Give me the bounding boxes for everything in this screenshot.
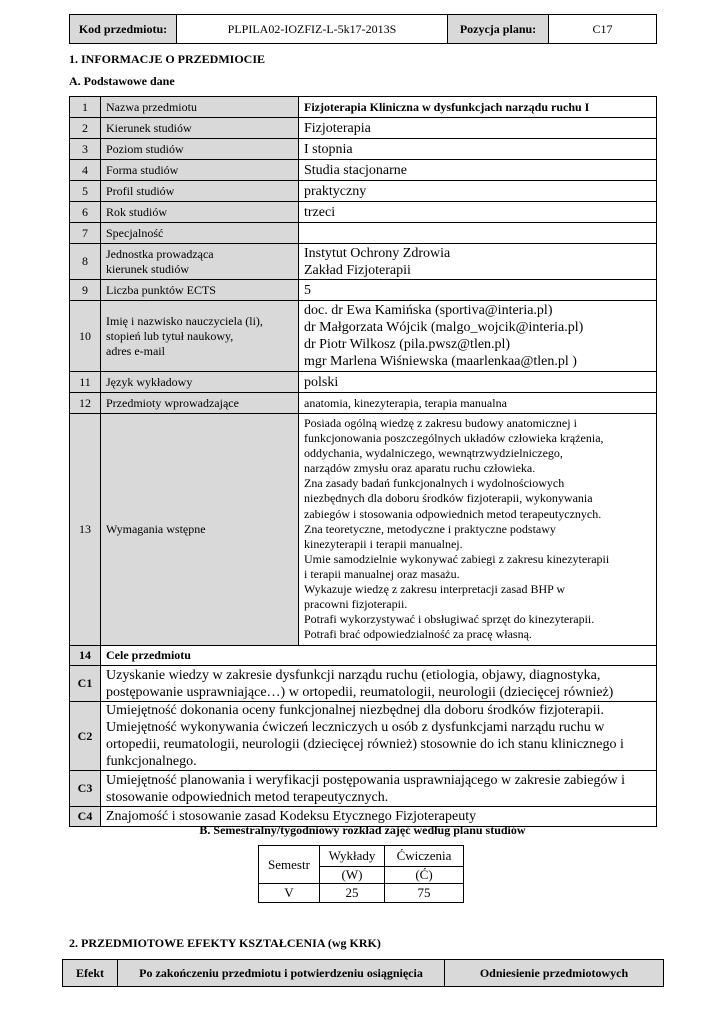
row-value xyxy=(299,223,657,244)
goal-text xyxy=(101,771,657,807)
table-header-row xyxy=(63,960,664,987)
row-value xyxy=(299,244,657,280)
row-number: 8 xyxy=(70,244,101,280)
table-row xyxy=(70,160,657,181)
prerequisite-line: pracowni fizjoterapii. xyxy=(304,597,408,612)
prerequisite-line: Wykazuje wiedzę z zakresu interpretacji zasad BHP w xyxy=(304,582,566,597)
value-line: Zakład Fizjoterapii xyxy=(304,262,411,278)
prerequisite-line: oddychania, wydalniczego, wewnątrzwydzielniczego, xyxy=(304,446,563,461)
goal-row xyxy=(70,666,657,702)
row-label: Forma studiów xyxy=(101,160,299,181)
row-number: 7 xyxy=(70,223,101,244)
row-value: Studia stacjonarne xyxy=(299,160,657,181)
goal-line: ortopedii, reumatologii, neurologii (dziecięcej również) stosownie do ich stanu klinicznego i xyxy=(106,737,624,752)
teacher-line: mgr Marlena Wiśniewska (maarlenkaa@tlen.pl ) xyxy=(304,354,577,369)
row-number: 11 xyxy=(70,372,101,393)
course-info-table xyxy=(69,96,657,827)
row-label: Język wykładowy xyxy=(101,372,299,393)
goal-line: Uzyskanie wiedzy w zakresie dysfunkcji narządu ruchu (etiologia, objawy, diagnostyka, xyxy=(106,667,601,683)
table-row xyxy=(70,97,657,118)
teachers-value xyxy=(299,301,657,372)
reference-column-header: Odniesienie przedmiotowych xyxy=(445,960,664,987)
label-line: stopień lub tytuł naukowy, xyxy=(106,328,234,343)
row-label: Nazwa przedmiotu xyxy=(101,97,299,118)
semester-column-header: Semestr xyxy=(259,846,320,884)
goal-text: Znajomość i stosowanie zasad Kodeksu Etycznego Fizjoterapeuty xyxy=(101,807,657,827)
table-row xyxy=(70,244,657,280)
table-row xyxy=(70,414,657,646)
label-line: adres e-mail xyxy=(106,343,165,358)
row-value: trzeci xyxy=(299,202,657,223)
table-row xyxy=(70,139,657,160)
table-row xyxy=(70,118,657,139)
row-label: Przedmioty wprowadzające xyxy=(101,393,299,414)
row-label: Liczba punktów ECTS xyxy=(101,280,299,301)
row-label: Wymagania wstępne xyxy=(101,414,299,646)
teacher-line: dr Małgorzata Wójcik (malgo_wojcik@interia.pl) xyxy=(304,320,584,335)
exercises-hours: 75 xyxy=(385,884,464,903)
row-number: 3 xyxy=(70,139,101,160)
row-label: Poziom studiów xyxy=(101,139,299,160)
row-label: Kierunek studiów xyxy=(101,118,299,139)
table-row xyxy=(70,372,657,393)
goal-row xyxy=(70,771,657,807)
semester-schedule-table xyxy=(258,845,464,903)
table-row xyxy=(259,884,464,903)
row-number: 9 xyxy=(70,280,101,301)
lectures-abbr: (W) xyxy=(320,867,385,884)
course-code-label: Kod przedmiotu: xyxy=(70,15,177,44)
prerequisite-line: Umie samodzielnie wykonywać zabiegi z zakresu kinezyterapii xyxy=(304,551,610,566)
prerequisite-line: Posiada ogólną wiedzę z zakresu budowy anatomicznej i xyxy=(304,416,577,430)
prerequisite-line: Potrafi wykorzystywać i obsługiwać sprzęt do kinezyterapii. xyxy=(304,612,595,627)
goal-line: Umiejętność dokonania oceny funkcjonalnej niezbędnej dla doboru środków fizjoterapii. xyxy=(106,703,605,718)
teacher-line: dr Piotr Wilkosz (pila.pwsz@tlen.pl) xyxy=(304,337,511,352)
prerequisite-line: Potrafi brać odpowiedzialność za pracę własną. xyxy=(304,627,532,642)
row-label: Specjalność xyxy=(101,223,299,244)
plan-position-value: C17 xyxy=(549,15,657,44)
table-row xyxy=(70,280,657,301)
table-row xyxy=(70,393,657,414)
row-value: 5 xyxy=(299,280,657,301)
course-name-value: Fizjoterapia Kliniczna w dysfunkcjach narządu ruchu I xyxy=(299,97,657,118)
prerequisite-line: niezbędnych dla doboru środków fizjoterapii, wykonywania xyxy=(304,491,593,506)
section-2-title: 2. PRZEDMIOTOWE EFEKTY KSZTAŁCENIA (wg KRK) xyxy=(69,936,381,950)
prerequisite-line: funkcjonowania poszczególnych układów człowieka krążenia, xyxy=(304,431,604,446)
row-value: Fizjoterapia xyxy=(299,118,657,139)
learning-effects-table xyxy=(62,959,664,987)
effect-column-header: Efekt xyxy=(63,960,118,987)
goal-code: C4 xyxy=(70,807,101,827)
row-label xyxy=(101,244,299,280)
goal-line: postępowanie usprawniające…) w ortopedii, reumatologii, neurologii (dziecięcej również) xyxy=(106,684,614,700)
course-code-value: PLPILA02-IOZFIZ-L-5k17-2013S xyxy=(177,15,448,44)
section-a-title: A. Podstawowe dane xyxy=(69,74,175,88)
goal-line: funkcjonalnego. xyxy=(106,754,197,769)
table-row xyxy=(70,223,657,244)
row-number: 10 xyxy=(70,301,101,372)
goals-header-row xyxy=(70,646,657,666)
exercises-abbr: (Ć) xyxy=(385,867,464,884)
goal-line: stosowanie odpowiednich metod terapeutycznych. xyxy=(106,789,389,805)
goal-code: C2 xyxy=(70,702,101,771)
goals-title: Cele przedmiotu xyxy=(101,646,657,666)
table-row xyxy=(259,846,464,867)
lectures-hours: 25 xyxy=(320,884,385,903)
teacher-line: doc. dr Ewa Kamińska (sportiva@interia.pl) xyxy=(304,303,553,318)
prerequisite-line: Zna zasady badań funkcjonalnych i wydolnościowych xyxy=(304,476,565,491)
prerequisites-value xyxy=(299,414,657,646)
row-value: praktyczny xyxy=(299,181,657,202)
row-value: anatomia, kinezyterapia, terapia manualna xyxy=(299,393,657,414)
row-number: 14 xyxy=(70,646,101,666)
label-line: Imię i nazwisko nauczyciela (li), xyxy=(106,313,263,328)
row-value: I stopnia xyxy=(299,139,657,160)
row-number: 5 xyxy=(70,181,101,202)
prerequisite-line: narządów zmysłu oraz aparatu ruchu człowieka. xyxy=(304,461,536,476)
goal-text xyxy=(101,666,657,702)
row-value: polski xyxy=(299,372,657,393)
row-label xyxy=(101,301,299,372)
goal-line: Umiejętność planowania i weryfikacji postępowania usprawniającego w zakresie zabiegów i xyxy=(106,772,625,788)
row-number: 1 xyxy=(70,97,101,118)
section-1-title: 1. INFORMACJE O PRZEDMIOCIE xyxy=(69,52,266,66)
goal-text xyxy=(101,702,657,771)
semester-value: V xyxy=(259,884,320,903)
value-line: Instytut Ochrony Zdrowia xyxy=(304,245,451,261)
goal-code: C3 xyxy=(70,771,101,807)
row-number: 12 xyxy=(70,393,101,414)
row-number: 2 xyxy=(70,118,101,139)
outcome-column-header: Po zakończeniu przedmiotu i potwierdzeniu osiągnięcia xyxy=(118,960,445,987)
exercises-column-header: Ćwiczenia xyxy=(385,846,464,867)
row-label: Rok studiów xyxy=(101,202,299,223)
goal-row xyxy=(70,702,657,771)
row-number: 4 xyxy=(70,160,101,181)
prerequisite-line: Zna teoretyczne, metodyczne i praktyczne podstawy xyxy=(304,521,556,536)
table-row xyxy=(70,181,657,202)
label-line: Jednostka prowadząca xyxy=(106,246,214,261)
goal-line: Umiejętność wykonywania ćwiczeń leczniczych u osób z dysfunkcjami narządu ruchu w xyxy=(106,720,605,735)
goal-code: C1 xyxy=(70,666,101,702)
section-b-title: B. Semestralny/tygodniowy rozkład zajęć według planu studiów xyxy=(199,823,526,837)
lectures-column-header: Wykłady xyxy=(320,846,385,867)
table-row xyxy=(70,202,657,223)
plan-position-label: Pozycja planu: xyxy=(448,15,549,44)
label-line: kierunek studiów xyxy=(106,261,189,276)
row-label: Profil studiów xyxy=(101,181,299,202)
row-number: 6 xyxy=(70,202,101,223)
course-code-header xyxy=(69,14,657,44)
prerequisite-line: i terapii manualnej oraz masażu. xyxy=(304,566,460,581)
prerequisite-line: kinezyterapii i terapii manualnej. xyxy=(304,536,463,551)
table-row xyxy=(70,301,657,372)
prerequisite-line: zabiegów i stosowania odpowiednich metod terapeutycznych. xyxy=(304,506,602,521)
row-number: 13 xyxy=(70,414,101,646)
